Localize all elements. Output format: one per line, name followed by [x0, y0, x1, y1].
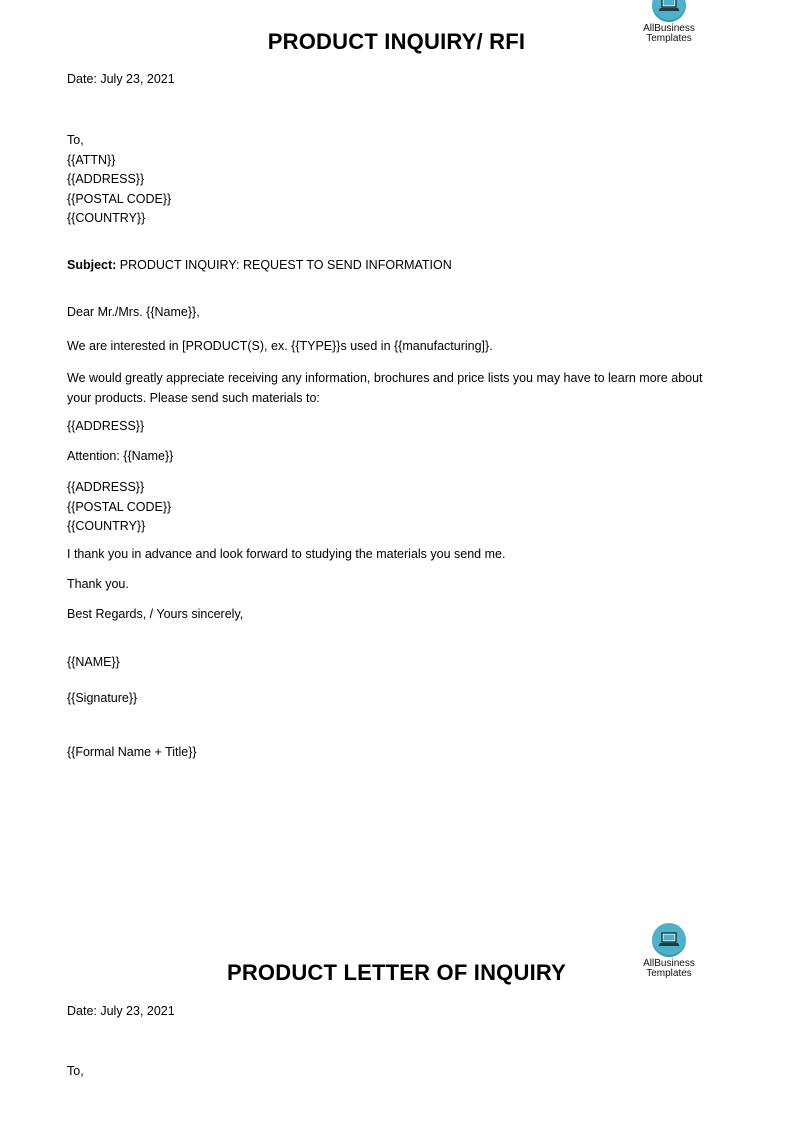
send-address: {{ADDRESS}}: [67, 419, 145, 433]
address-line: {{ADDRESS}}: [67, 480, 145, 494]
signature: {{Signature}}: [67, 691, 138, 705]
date: Date: July 23, 2021: [67, 1004, 175, 1018]
send-address-block: [67, 478, 171, 537]
interest-paragraph: We are interested in [PRODUCT(S), ex. {{TYPE}}s used in {{manufacturing]}.: [67, 339, 493, 353]
greeting: Dear Mr./Mrs. {{Name}},: [67, 305, 200, 319]
address-line: {{ADDRESS}}: [67, 172, 145, 186]
laptop-icon: [652, 0, 686, 22]
thank-you: Thank you.: [67, 577, 129, 591]
subject-label: Subject:: [67, 258, 117, 272]
logo-text: AllBusiness Templates: [643, 958, 695, 979]
subject-line: [67, 258, 452, 272]
attn-line: {{ATTN}}: [67, 152, 116, 167]
to-label: To,: [67, 133, 84, 147]
country-line: {{COUNTRY}}: [67, 211, 146, 225]
recipient-block: [67, 131, 171, 229]
sender-name: {{NAME}}: [67, 655, 120, 669]
postal-line: {{POSTAL CODE}}: [67, 191, 172, 206]
closing: Best Regards, / Yours sincerely,: [67, 607, 244, 621]
thanks-advance: I thank you in advance and look forward to studying the materials you send me.: [67, 547, 506, 561]
date: Date: July 23, 2021: [67, 72, 175, 86]
logo-text: AllBusiness Templates: [643, 23, 695, 44]
attention-line: Attention: {{Name}}: [67, 449, 174, 463]
request-paragraph: We would greatly appreciate receiving any information, brochures and price lists you may have to learn more about your products. Please send such materials to:: [67, 371, 703, 405]
laptop-icon: [652, 923, 686, 957]
page-title: PRODUCT INQUIRY/ RFI: [267, 29, 526, 54]
postal-line: {{POSTAL CODE}}: [67, 499, 172, 514]
country-line: {{COUNTRY}}: [67, 519, 146, 533]
subject-text: PRODUCT INQUIRY: REQUEST TO SEND INFORMATION: [116, 258, 452, 272]
to-label: To,: [67, 1064, 84, 1078]
page-title: PRODUCT LETTER OF INQUIRY: [226, 960, 567, 985]
formal-name: {{Formal Name + Title}}: [67, 745, 197, 759]
